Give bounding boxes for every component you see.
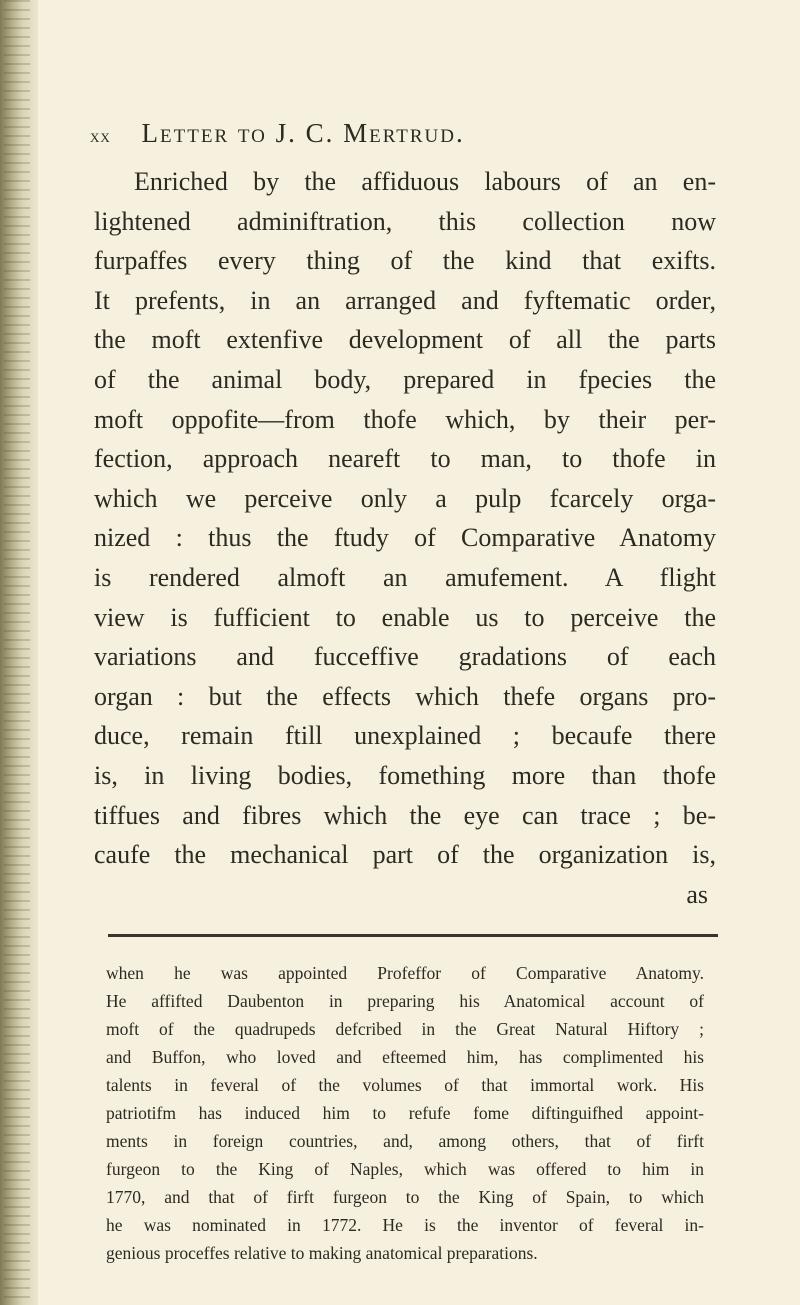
footnote-line: 1770, and that of firft furgeon to the King of Spain, to which — [106, 1187, 704, 1208]
binding-stitching — [4, 0, 30, 1305]
footnote-line: and Buffon, who loved and efteemed him, has complimented his — [106, 1047, 704, 1068]
body-line: the moft extenfive development of all the parts — [94, 325, 716, 355]
footnote-line: talents in feveral of the volumes of that immortal work. His — [106, 1075, 704, 1096]
body-line: is rendered almoft an amufement. A flight — [94, 562, 716, 592]
body-line: fection, approach neareft to man, to thofe in — [94, 444, 716, 474]
body-line: view is fufficient to enable us to perceive the — [94, 602, 716, 632]
body-line: Enriched by the affiduous labours of an en- — [134, 167, 716, 196]
body-line: which we perceive only a pulp fcarcely orga- — [94, 483, 716, 513]
body-line: It prefents, in an arranged and fyftematic order, — [94, 285, 716, 315]
body-text — [94, 162, 716, 914]
body-line: tiffues and fibres which the eye can trace ; be- — [94, 800, 716, 830]
catchword: as — [686, 879, 708, 909]
footnote-line: he was nominated in 1772. He is the inventor of feveral in- — [106, 1215, 704, 1236]
body-line: moft oppofite—from thofe which, by their per- — [94, 404, 716, 434]
book-page — [78, 118, 728, 1267]
page-folio: xx — [90, 126, 111, 146]
footnote-rule — [108, 934, 718, 937]
body-line: is, in living bodies, fomething more than thofe — [94, 760, 716, 790]
body-line: of the animal body, prepared in fpecies the — [94, 364, 716, 394]
body-line: caufe the mechanical part of the organization is, — [94, 840, 716, 870]
body-line: variations and fucceffive gradations of each — [94, 642, 716, 672]
body-line: nized : thus the ftudy of Comparative Anatomy — [94, 523, 716, 553]
running-title: Letter to J. C. Mertrud. — [141, 118, 465, 148]
footnote-line: furgeon to the King of Naples, which was offered to him in — [106, 1159, 704, 1180]
footnote-line: He affifted Daubenton in preparing his Anatomical account of — [106, 991, 704, 1012]
body-line: duce, remain ftill unexplained ; becaufe there — [94, 721, 716, 751]
body-line: furpaffes every thing of the kind that exifts. — [94, 246, 716, 276]
footnote-line: genious proceffes relative to making anatomical preparations. — [106, 1243, 538, 1264]
running-header — [90, 118, 728, 162]
footnote-line: when he was appointed Profeffor of Comparative Anatomy. — [106, 963, 704, 984]
body-line: lightened adminiftration, this collection now — [94, 206, 716, 236]
footnote-line: ments in foreign countries, and, among others, that of firft — [106, 1131, 704, 1152]
footnote-line: patriotifm has induced him to refufe fome diftinguifhed appoint- — [106, 1103, 704, 1124]
body-line: organ : but the effects which thefe organs pro- — [94, 681, 716, 711]
footnote — [106, 959, 704, 1267]
footnote-line: moft of the quadrupeds defcribed in the Great Natural Hiftory ; — [106, 1019, 704, 1040]
